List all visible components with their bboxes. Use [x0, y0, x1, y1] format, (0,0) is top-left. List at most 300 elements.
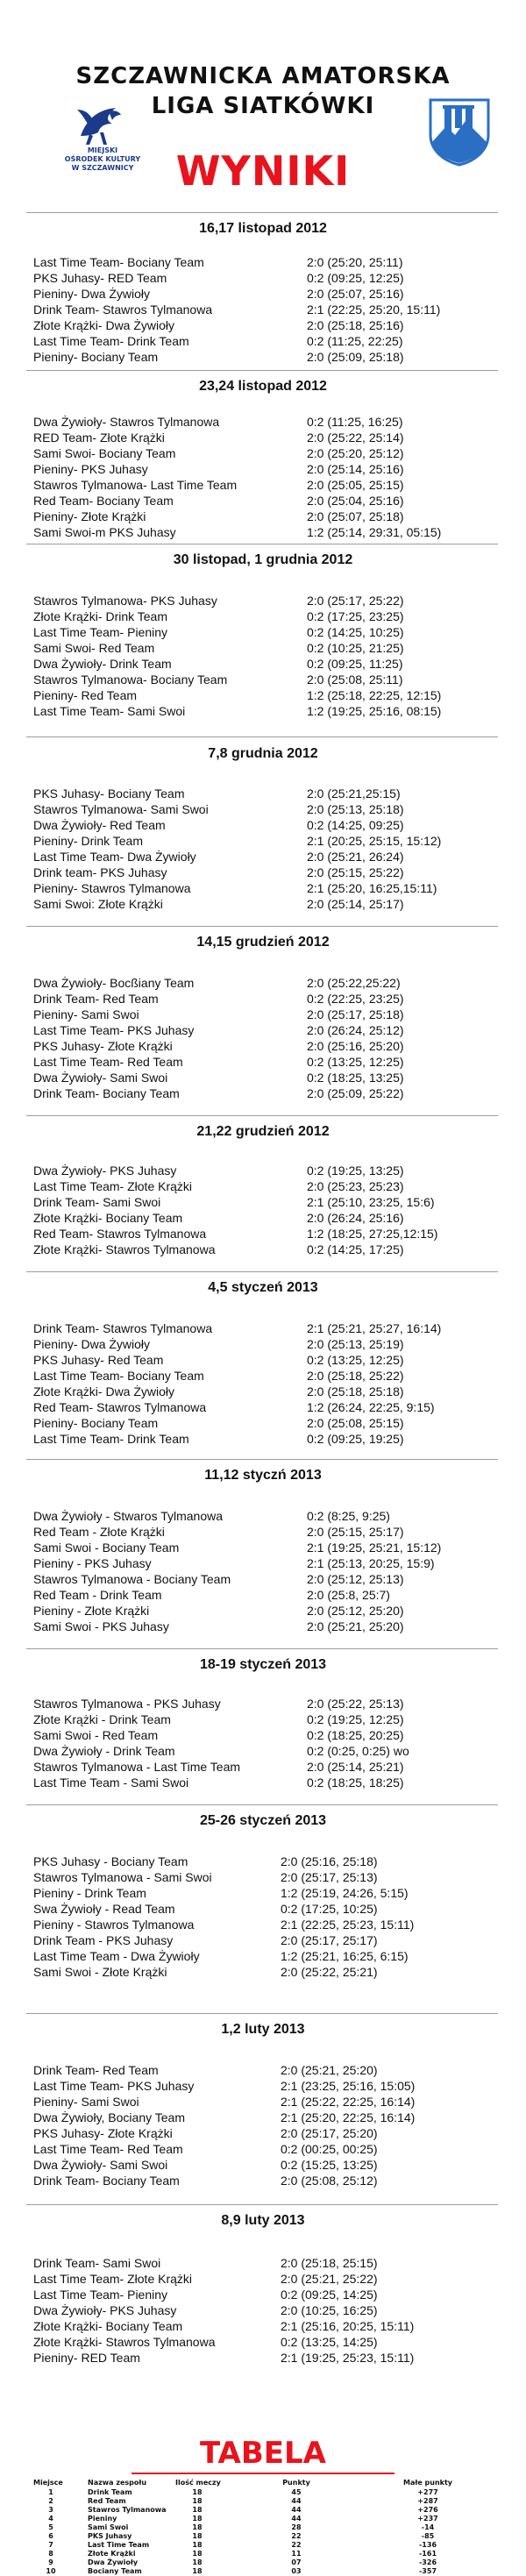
- match-row: [33, 1085, 507, 1101]
- match-row: [33, 1007, 507, 1022]
- round-matches: [33, 975, 507, 1101]
- match-teams: Złote Krążki- Stawros Tylmanowa: [33, 2335, 216, 2349]
- match-score: 2:0 (25:07, 25:18): [307, 509, 404, 523]
- match-row: [33, 833, 507, 849]
- match-teams: Dwa Żywioły- Drink Team: [33, 657, 172, 671]
- match-teams: Last Time Team- PKS Juhasy: [33, 2079, 195, 2093]
- divider: [26, 1804, 498, 1805]
- match-row: [33, 524, 507, 540]
- standings-row: [33, 2558, 507, 2567]
- match-row: [33, 640, 507, 656]
- standings-row: [33, 2532, 507, 2541]
- match-teams: Last Time Team- Sami Swoi: [33, 704, 186, 718]
- match-row: [33, 1022, 507, 1038]
- match-row: [33, 1524, 507, 1540]
- match-score: 0:2 (13:25, 12:25): [307, 1055, 404, 1069]
- matches-played: 18: [192, 2567, 203, 2575]
- match-teams: Last Time Team- Bociany Team: [33, 255, 204, 269]
- match-row: [33, 1727, 507, 1743]
- match-score: 0:2 (11:25, 22:25): [307, 334, 403, 348]
- round-matches: [33, 1320, 507, 1447]
- place: 10: [46, 2567, 56, 2575]
- match-score: 2:0 (25:18, 25:16): [307, 318, 404, 332]
- match-score: 2:1 (23:25, 25:16, 15:05): [281, 2079, 416, 2093]
- match-row: [33, 608, 507, 624]
- match-row: [33, 687, 507, 703]
- divider: [26, 2204, 498, 2205]
- match-teams: Drink Team- Bociany Team: [33, 2174, 180, 2188]
- small-points: +237: [417, 2515, 438, 2523]
- match-row: [33, 849, 507, 865]
- points: 45: [291, 2488, 302, 2496]
- match-score: 2:0 (25:21, 26:24): [307, 850, 404, 864]
- match-row: [33, 1603, 507, 1619]
- match-teams: Pieniny- Dwa Żywioły: [33, 1337, 151, 1351]
- match-teams: Pieniny- Bociany Team: [33, 350, 159, 364]
- match-row: [33, 1163, 507, 1178]
- match-teams: Pieniny- Bociany Team: [33, 1416, 159, 1430]
- match-row: [33, 2062, 507, 2078]
- place: 3: [48, 2506, 53, 2514]
- divider: [132, 2473, 394, 2474]
- match-score: 0:2 (19:25, 12:25): [307, 1712, 404, 1726]
- match-teams: Dwa Żywioły- PKS Juhasy: [33, 1163, 177, 1178]
- match-score: 2:0 (25:08, 25:11): [307, 672, 403, 687]
- match-score: 1:2 (25:18, 22:25, 12:15): [307, 688, 442, 702]
- match-teams: Drink Team - PKS Juhasy: [33, 1933, 174, 1947]
- matches-played: 18: [192, 2515, 203, 2523]
- match-score: 2:0 (25:17, 25:17): [281, 1933, 378, 1947]
- match-teams: Złote Krążki- Drink Team: [33, 609, 168, 623]
- match-row: [33, 1431, 507, 1447]
- place: 8: [48, 2550, 53, 2558]
- match-score: 0:2 (11:25, 16:25): [307, 415, 403, 429]
- standings-row: [33, 2488, 507, 2497]
- col-points-header: Punkty: [282, 2479, 310, 2487]
- match-row: [33, 2141, 507, 2157]
- points: 11: [291, 2550, 302, 2558]
- match-teams: Pieniny - Stawros Tylmanowa: [33, 1918, 195, 1932]
- match-score: 2:1 (25:22, 22:25, 16:14): [281, 2095, 416, 2109]
- match-row: [33, 672, 507, 687]
- round-matches: [33, 593, 507, 719]
- match-score: 2:0 (25:18, 25:22): [307, 1369, 404, 1383]
- match-row: [33, 1540, 507, 1555]
- match-score: 2:1 (25:13, 20:25, 15:9): [307, 1556, 435, 1570]
- match-row: [33, 1619, 507, 1634]
- match-score: 2:0 (25:22, 25:14): [307, 431, 404, 445]
- match-teams: Last Time Team - Dwa Żywioły: [33, 1949, 200, 1963]
- match-teams: Dwa Żywioły- Stawros Tylmanowa: [33, 415, 220, 429]
- match-teams: Złote Krążki- Dwa Żywioły: [33, 1384, 175, 1398]
- standings-header-row: [33, 2478, 507, 2488]
- match-score: 2:0 (25:16, 25:18): [281, 1854, 378, 1868]
- round-title: 4,5 styczeń 2013: [208, 1280, 318, 1295]
- match-score: 2:0 (25:22, 25:13): [307, 1697, 404, 1711]
- match-score: 2:0 (25:13, 25:19): [307, 1337, 404, 1351]
- match-row: [33, 270, 507, 286]
- col-team-header: Nazwa zespołu: [88, 2479, 147, 2487]
- standings-row: [33, 2550, 507, 2558]
- match-teams: Drink Team- Sami Swoi: [33, 1195, 161, 1209]
- match-score: 2:0 (25:14, 25:21): [307, 1760, 404, 1774]
- logo-text-line3: W SZCZAWNICY: [71, 164, 134, 172]
- match-score: 2:0 (26:24, 25:16): [307, 1211, 404, 1225]
- league-title-line1: SZCZAWNICKA AMATORSKA: [75, 63, 451, 89]
- match-row: [33, 1178, 507, 1194]
- match-teams: PKS Juhasy- Złote Krążki: [33, 2126, 173, 2140]
- match-teams: Sami Swoi: Złote Krążki: [33, 897, 163, 911]
- match-teams: Last Time Team- Pieniny: [33, 2288, 168, 2302]
- match-row: [33, 2157, 507, 2173]
- match-row: [33, 2255, 507, 2271]
- match-score: 2:0 (25:05, 25:15): [307, 478, 404, 492]
- match-row: [33, 1885, 507, 1901]
- match-teams: Dwa Żywioły- Sami Swoi: [33, 1071, 168, 1085]
- logo-text-line1: MIEJSKI: [87, 146, 118, 154]
- round-title: 23,24 listopad 2012: [199, 379, 327, 394]
- divider: [26, 212, 498, 213]
- standings-row: [33, 2506, 507, 2515]
- match-score: 0:2 (19:25, 13:25): [307, 1163, 404, 1178]
- match-score: 2:1 (25:10, 23:25, 15:6): [307, 1195, 435, 1209]
- round-matches: [33, 254, 507, 365]
- match-score: 2:0 (25:8, 25:7): [307, 1588, 390, 1602]
- match-teams: Złote Krążki- Stawros Tylmanowa: [33, 1242, 216, 1256]
- match-row: [33, 414, 507, 430]
- match-teams: Stawros Tylmanowa - Sami Swoi: [33, 1870, 212, 1884]
- match-teams: Dwa Żywioły- Sami Swoi: [33, 2158, 168, 2172]
- match-score: 2:0 (25:17, 25:13): [281, 1870, 378, 1884]
- match-score: 2:0 (25:15, 25:17): [307, 1525, 404, 1539]
- matches-played: 18: [192, 2497, 203, 2505]
- match-teams: Drink team- PKS Juhasy: [33, 865, 167, 879]
- matches-played: 18: [192, 2541, 203, 2549]
- match-score: 2:0 (25:15, 25:22): [307, 865, 404, 879]
- col-matches-header: Ilość meczy: [175, 2479, 221, 2487]
- small-points: -136: [418, 2541, 437, 2549]
- match-teams: Dwa Żywioły, Bociany Team: [33, 2110, 185, 2124]
- match-teams: Last Time Team- Pieniny: [33, 625, 168, 639]
- match-row: [33, 1696, 507, 1711]
- round-title: 14,15 grudzień 2012: [196, 935, 330, 950]
- match-teams: Sami Swoi- Red Team: [33, 641, 155, 655]
- points: 44: [291, 2497, 302, 2505]
- match-score: 0:2 (17:25, 23:25): [307, 609, 404, 623]
- standings-row: [33, 2515, 507, 2523]
- match-row: [33, 991, 507, 1007]
- match-score: 0:2 (09:25, 19:25): [307, 1432, 404, 1446]
- match-row: [33, 593, 507, 608]
- match-teams: Last Time Team- Drink Team: [33, 334, 189, 348]
- place: 5: [48, 2523, 53, 2531]
- match-teams: Dwa Żywioły - Drink Team: [33, 1744, 175, 1758]
- round-title: 30 listopad, 1 grudnia 2012: [173, 552, 353, 567]
- match-teams: Pieniny - Złote Krążki: [33, 1604, 150, 1618]
- place: 7: [48, 2541, 53, 2549]
- match-row: [33, 2094, 507, 2110]
- match-row: [33, 317, 507, 333]
- match-teams: Złote Krążki - Drink Team: [33, 1712, 171, 1726]
- standings-row: [33, 2497, 507, 2506]
- match-teams: Last Time Team- PKS Juhasy: [33, 1023, 195, 1037]
- match-teams: Dwa Żywioły- Bocßiany Team: [33, 976, 195, 990]
- match-score: 1:2 (25:14, 29:31, 05:15): [307, 525, 442, 539]
- round-matches: [33, 2255, 507, 2366]
- match-teams: Stawros Tylmanowa- Sami Swoi: [33, 802, 209, 816]
- match-teams: PKS Juhasy - Bociany Team: [33, 1854, 188, 1868]
- match-score: 0:2 (18:25, 18:25): [307, 1775, 404, 1790]
- match-row: [33, 1869, 507, 1885]
- match-row: [33, 880, 507, 896]
- place: 4: [48, 2515, 53, 2523]
- round-title: 16,17 listopad 2012: [199, 221, 327, 236]
- divider: [26, 1648, 498, 1649]
- standings-heading: TABELA: [200, 2436, 326, 2471]
- match-score: 2:0 (25:08, 25:15): [307, 1416, 404, 1430]
- match-row: [33, 1226, 507, 1242]
- match-teams: Pieniny- RED Team: [33, 2351, 140, 2365]
- match-score: 2:0 (25:20, 25:11): [307, 255, 403, 269]
- standings-table: [33, 2478, 507, 2576]
- match-score: 2:0 (25:09, 25:22): [307, 1086, 404, 1100]
- match-score: 2:0 (25:18, 25:15): [281, 2256, 378, 2270]
- match-row: [33, 2078, 507, 2094]
- matches-played: 18: [192, 2550, 203, 2558]
- team-name: Pieniny: [88, 2515, 117, 2523]
- match-row: [33, 1038, 507, 1054]
- match-row: [33, 1759, 507, 1775]
- match-row: [33, 509, 507, 524]
- match-row: [33, 2110, 507, 2125]
- match-score: 2:0 (25:07, 25:16): [307, 287, 404, 301]
- match-score: 2:0 (25:09, 25:18): [307, 350, 404, 364]
- match-teams: Drink Team- Red Team: [33, 2063, 159, 2077]
- match-teams: Stawros Tylmanowa- Last Time Team: [33, 478, 238, 492]
- round-matches: [33, 2062, 507, 2188]
- match-score: 2:0 (25:04, 25:16): [307, 494, 404, 508]
- match-teams: Drink Team- Red Team: [33, 992, 159, 1006]
- match-row: [33, 1571, 507, 1587]
- team-name: Drink Team: [88, 2488, 132, 2496]
- match-score: 1:2 (18:25, 27:25,12:15): [307, 1227, 438, 1241]
- match-teams: Last Time Team- Red Team: [33, 1055, 183, 1069]
- match-row: [33, 975, 507, 991]
- matches-played: 18: [192, 2558, 203, 2566]
- match-score: 0:2 (17:25, 10:25): [281, 1902, 378, 1916]
- match-score: 2:0 (26:24, 25:12): [307, 1023, 404, 1037]
- match-row: [33, 1368, 507, 1384]
- col-small-points-header: Małe punkty: [402, 2479, 452, 2487]
- match-teams: Pieniny- PKS Juhasy: [33, 462, 148, 476]
- match-score: 2:0 (25:22, 25:21): [281, 1965, 378, 1979]
- col-place-header: Miejsce: [33, 2479, 63, 2487]
- small-points: +277: [417, 2488, 438, 2496]
- match-teams: Pieniny- Red Team: [33, 688, 138, 702]
- match-teams: Red Team - Złote Krążki: [33, 1525, 165, 1539]
- match-score: 0:2 (00:25, 00:25): [281, 2142, 378, 2156]
- match-teams: Stawros Tylmanowa - Bociany Team: [33, 1572, 231, 1586]
- match-row: [33, 1901, 507, 1917]
- match-score: 2:1 (25:20, 22:25, 16:14): [281, 2110, 416, 2124]
- match-score: 0:2 (15:25, 13:25): [281, 2158, 378, 2172]
- match-score: 2:0 (25:17, 25:20): [281, 2126, 378, 2140]
- match-row: [33, 2318, 507, 2334]
- match-row: [33, 1587, 507, 1603]
- match-score: 2:0 (25:16, 25:20): [307, 1039, 404, 1053]
- match-score: 2:0 (25:23, 25:23): [307, 1179, 404, 1193]
- match-row: [33, 786, 507, 801]
- match-score: 2:0 (25:17, 25:18): [307, 1007, 404, 1021]
- match-score: 2:0 (25:22,25:22): [307, 976, 401, 990]
- team-name: PKS Juhasy: [88, 2532, 132, 2540]
- match-teams: Pieniny- Sami Swoi: [33, 1007, 139, 1021]
- match-score: 2:0 (25:21, 25:20): [281, 2063, 378, 2077]
- team-name: Złote Krążki: [88, 2550, 136, 2558]
- match-teams: Last Time Team- Złote Krążki: [33, 2272, 193, 2286]
- points: 28: [291, 2523, 302, 2531]
- points: 22: [291, 2541, 302, 2549]
- standings-row: [33, 2523, 507, 2532]
- match-row: [33, 2125, 507, 2141]
- match-score: 2:0 (25:12, 25:20): [307, 1604, 404, 1618]
- match-score: 2:1 (25:16, 20:25, 15:11): [281, 2319, 415, 2333]
- match-score: 0:2 (18:25, 20:25): [307, 1728, 404, 1742]
- match-teams: Stawros Tylmanowa - Last Time Team: [33, 1760, 241, 1774]
- match-score: 2:0 (25:20, 25:12): [307, 446, 404, 460]
- match-teams: Dwa Żywioły- Red Team: [33, 818, 166, 832]
- matches-played: 18: [192, 2523, 203, 2531]
- matches-played: 18: [192, 2488, 203, 2496]
- match-row: [33, 1320, 507, 1336]
- match-row: [33, 2271, 507, 2287]
- round-matches: [33, 1508, 507, 1634]
- round-matches: [33, 786, 507, 912]
- match-score: 2:1 (20:25, 25:15, 15:12): [307, 834, 442, 848]
- match-row: [33, 1555, 507, 1571]
- match-row: [33, 1242, 507, 1257]
- match-teams: PKS Juhasy- Złote Krążki: [33, 1039, 173, 1053]
- match-teams: Stawros Tylmanowa - PKS Juhasy: [33, 1697, 221, 1711]
- logo-text-line2: OŚRODEK KULTURY: [64, 155, 141, 163]
- match-score: 2:0 (25:14, 25:16): [307, 462, 404, 476]
- match-teams: Złote Krążki- Bociany Team: [33, 1211, 183, 1225]
- match-score: 0:2 (14:25, 10:25): [307, 625, 404, 639]
- match-row: [33, 1743, 507, 1759]
- match-teams: Sami Swoi-m PKS Juhasy: [33, 525, 176, 539]
- match-teams: Sami Swoi - Złote Krążki: [33, 1965, 167, 1979]
- match-score: 2:1 (25:20, 16:25,15:11): [307, 881, 437, 895]
- points: 44: [291, 2506, 302, 2514]
- match-teams: Złote Krążki- Dwa Żywioły: [33, 318, 175, 332]
- match-score: 0:2 (09:25, 14:25): [281, 2288, 378, 2302]
- team-name: Last Time Team: [88, 2541, 150, 2549]
- match-row: [33, 1415, 507, 1431]
- results-heading: WYNIKI: [175, 147, 351, 195]
- match-score: 1:2 (26:24, 22:25, 9:15): [307, 1400, 435, 1414]
- match-teams: Pieniny- Złote Krążki: [33, 509, 146, 523]
- match-row: [33, 493, 507, 509]
- match-teams: Sami Swoi - PKS Juhasy: [33, 1619, 169, 1633]
- match-teams: Swa Żywioły - Read Team: [33, 1902, 175, 1916]
- match-teams: PKS Juhasy- RED Team: [33, 271, 167, 285]
- match-score: 2:0 (25:12, 25:13): [307, 1572, 404, 1586]
- match-score: 0:2 (09:25, 12:25): [307, 271, 404, 285]
- round-title: 1,2 luty 2013: [221, 2022, 305, 2037]
- match-row: [33, 1711, 507, 1727]
- match-score: 2:0 (25:21, 25:20): [307, 1619, 404, 1633]
- match-teams: Sami Swoi- Bociany Team: [33, 446, 176, 460]
- match-row: [33, 333, 507, 349]
- match-row: [33, 1932, 507, 1948]
- team-name: Bociany Team: [88, 2567, 142, 2575]
- match-score: 2:1 (22:25, 25:20, 15:11): [307, 302, 441, 317]
- round-matches: [33, 1696, 507, 1790]
- match-row: [33, 1194, 507, 1210]
- points: 22: [291, 2532, 302, 2540]
- match-row: [33, 445, 507, 461]
- match-row: [33, 1210, 507, 1226]
- match-row: [33, 286, 507, 302]
- match-score: 2:1 (25:21, 25:27, 16:14): [307, 1321, 442, 1335]
- match-row: [33, 2173, 507, 2188]
- match-teams: Pieniny- Drink Team: [33, 834, 144, 848]
- points: 03: [291, 2567, 302, 2575]
- match-teams: Sami Swoi - Red Team: [33, 1728, 159, 1742]
- match-row: [33, 1352, 507, 1368]
- match-teams: Last Time Team - Sami Swoi: [33, 1775, 189, 1790]
- divider: [26, 2013, 498, 2014]
- standings-row: [33, 2541, 507, 2550]
- round-matches: [33, 1163, 507, 1257]
- small-points: -326: [418, 2558, 437, 2566]
- match-teams: Red Team- Bociany Team: [33, 494, 174, 508]
- round-title: 25-26 styczeń 2013: [199, 1813, 327, 1828]
- match-teams: Last Time Team- Bociany Team: [33, 1369, 204, 1383]
- match-score: 2:0 (25:17, 25:22): [307, 594, 404, 608]
- small-points: -161: [418, 2550, 437, 2558]
- match-row: [33, 2334, 507, 2350]
- match-score: 2:1 (19:25, 25:21, 15:12): [307, 1541, 442, 1555]
- match-row: [33, 2350, 507, 2366]
- match-score: 0:2 (8:25, 9:25): [307, 1509, 390, 1523]
- match-teams: Stawros Tylmanowa- PKS Juhasy: [33, 594, 217, 608]
- match-teams: Red Team- Stawros Tylmanowa: [33, 1400, 207, 1414]
- match-score: 2:1 (19:25, 25:23, 15:11): [281, 2351, 415, 2365]
- round-matches: [33, 1854, 507, 1980]
- match-score: 0:2 (0:25, 0:25) wo: [307, 1744, 409, 1758]
- divider: [26, 370, 498, 371]
- match-score: 2:0 (25:13, 25:18): [307, 802, 404, 816]
- team-name: Stawros Tylmanowa: [88, 2506, 167, 2514]
- match-row: [33, 896, 507, 912]
- standings-row: [33, 2567, 507, 2576]
- divider: [26, 1459, 498, 1460]
- match-row: [33, 349, 507, 365]
- match-row: [33, 656, 507, 672]
- match-score: 0:2 (09:25, 11:25): [307, 657, 403, 671]
- round-title: 21,22 grudzień 2012: [196, 1124, 330, 1139]
- round-title: 8,9 luty 2013: [221, 2213, 305, 2228]
- match-teams: Złote Krążki- Bociany Team: [33, 2319, 183, 2333]
- match-row: [33, 1336, 507, 1352]
- match-teams: Pieniny- Dwa Żywioły: [33, 287, 151, 301]
- match-score: 0:2 (18:25, 13:25): [307, 1071, 404, 1085]
- match-teams: Last Time Team- Drink Team: [33, 1432, 189, 1446]
- match-row: [33, 302, 507, 317]
- match-score: 1:2 (19:25, 25:16, 08:15): [307, 704, 442, 718]
- match-teams: Pieniny- Sami Swoi: [33, 2095, 139, 2109]
